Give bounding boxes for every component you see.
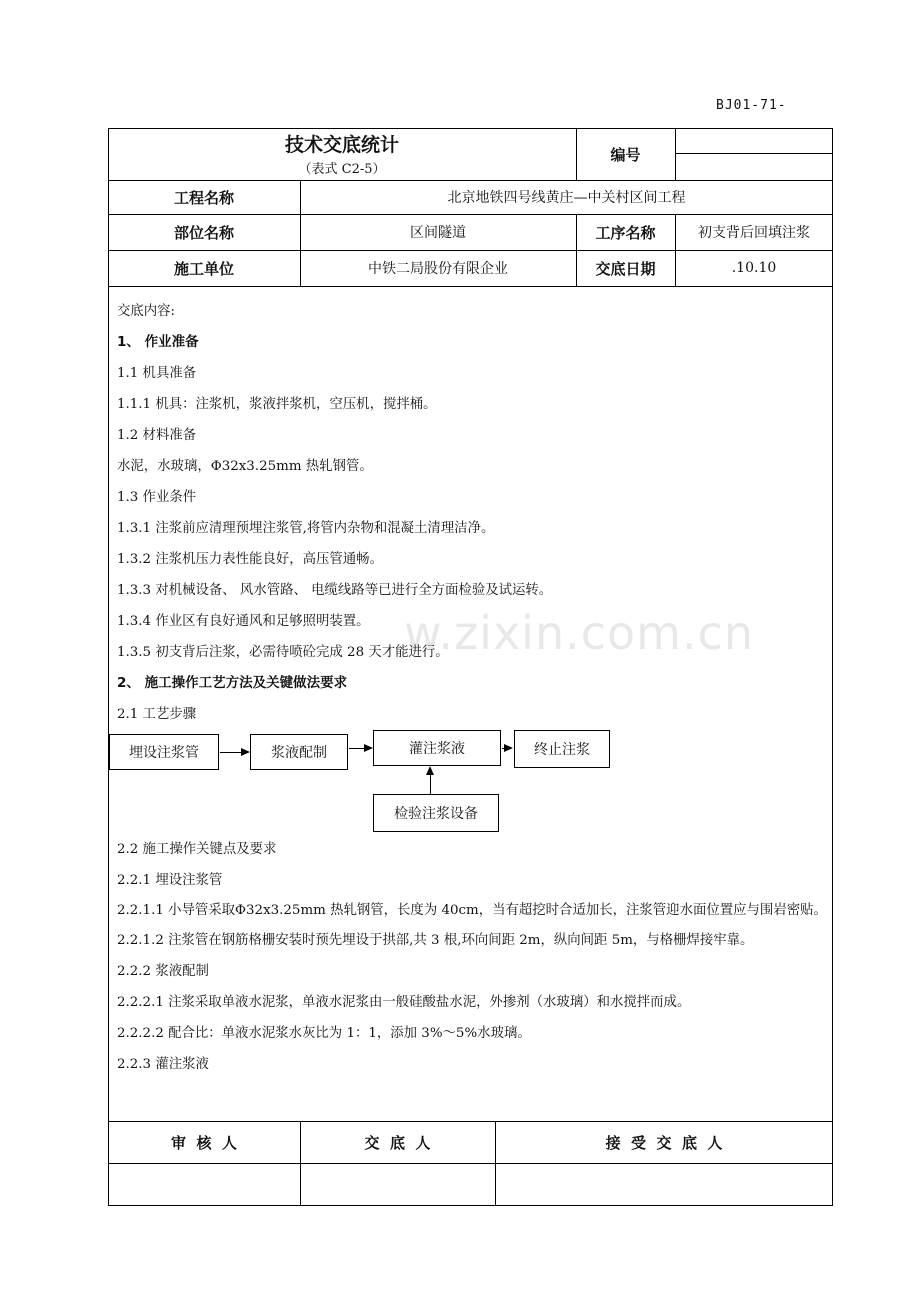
flow-step-bury-pipe: 埋设注浆管 (109, 734, 219, 770)
paragraph: 1.3.1 注浆前应清理预埋注浆管,将管内杂物和混凝土清理洁净。 (117, 521, 495, 536)
subsection-heading: 1.1 机具准备 (117, 366, 197, 381)
content-heading: 交底内容: (117, 304, 176, 319)
flow-arrow (502, 748, 511, 749)
paragraph: 1.3.3 对机械设备、 风水管路、 电缆线路等已进行全方面检验及试运转。 (117, 583, 553, 598)
number-value (675, 154, 833, 180)
flow-step-stop-grouting: 终止注浆 (514, 730, 610, 768)
project-name-label: 工程名称 (173, 188, 234, 207)
subsection-heading: 2.2.3 灌注浆液 (117, 1057, 209, 1072)
row-divider (108, 286, 833, 287)
paragraph: 水泥，水玻璃，Φ32x3.25mm 热轧钢管。 (117, 459, 373, 474)
reviewer-label: 审 核 人 (171, 1133, 237, 1152)
discloser-label: 交 底 人 (364, 1133, 431, 1152)
paragraph: 1.3.4 作业区有良好通风和足够照明装置。 (117, 614, 370, 629)
subsection-heading: 1.2 材料准备 (117, 428, 197, 443)
part-name-label: 部位名称 (173, 223, 234, 242)
watermark: w.zixin.com.cn (404, 606, 755, 660)
flow-step-mix-slurry: 浆液配制 (250, 734, 348, 770)
project-name-value: 北京地铁四号线黄庄—中关村区间工程 (447, 190, 686, 206)
form-title: 技术交底统计 (284, 133, 399, 156)
construction-unit-value: 中铁二局股份有限企业 (368, 261, 508, 277)
discloser-signature-field[interactable] (300, 1163, 495, 1206)
subsection-heading: 2.1 工艺步骤 (117, 707, 197, 722)
paragraph: 2.2.2.2 配合比：单液水泥浆水灰比为 1：1，添加 3%～5%水玻璃。 (117, 1026, 531, 1041)
subsection-heading: 1.3 作业条件 (117, 490, 197, 505)
receiver-signature-field[interactable] (495, 1163, 833, 1206)
subsection-heading: 2.2.2 浆液配制 (117, 964, 209, 979)
paragraph: 2.2.1.1 小导管采取Φ32x3.25mm 热轧钢管，长度为 40cm，当有超挖时合适加长，注浆管迎水面位置应与围岩密贴。 (117, 903, 827, 918)
section-heading: 2、 施工操作工艺方法及关键做法要求 (117, 675, 348, 691)
disclosure-date-value: .10.10 (731, 260, 777, 276)
flow-arrow-up (430, 768, 431, 794)
flow-arrow (349, 748, 371, 749)
disclosure-content (117, 296, 829, 1080)
document-code: BJ01-71- (716, 98, 787, 113)
flow-step-grout: 灌注浆液 (373, 730, 501, 766)
form-subtitle: （表式 C2-5） (298, 161, 386, 177)
part-name-value: 区间隧道 (410, 225, 466, 241)
process-name-value: 初支背后回填注浆 (698, 225, 810, 241)
subsection-heading: 2.2 施工操作关键点及要求 (117, 842, 277, 857)
flow-step-inspect-equipment: 检验注浆设备 (373, 794, 499, 832)
disclosure-date-label: 交底日期 (595, 259, 656, 278)
paragraph: 1.1.1 机具：注浆机，浆液拌浆机，空压机，搅拌桶。 (117, 397, 437, 412)
flow-arrow (220, 752, 248, 753)
subsection-heading: 2.2.1 埋设注浆管 (117, 873, 223, 888)
process-flowchart (117, 730, 829, 834)
construction-unit-label: 施工单位 (173, 259, 234, 278)
paragraph: 1.3.5 初支背后注浆，必需待喷砼完成 28 天才能进行。 (117, 645, 449, 660)
paragraph: 1.3.2 注浆机压力表性能良好，高压管通畅。 (117, 552, 383, 567)
process-name-label: 工序名称 (595, 223, 656, 242)
number-label: 编号 (610, 145, 641, 164)
receiver-label: 接 受 交 底 人 (605, 1133, 723, 1152)
section-heading: 1、 作业准备 (117, 334, 199, 350)
reviewer-signature-field[interactable] (108, 1163, 300, 1206)
paragraph: 2.2.1.2 注浆管在钢筋格栅安装时预先埋设于拱部,共 3 根,环向间距 2m，纵向间距 5m，与格栅焊接牢靠。 (117, 933, 754, 948)
paragraph: 2.2.2.1 注浆采取单液水泥浆，单液水泥浆由一般硅酸盐水泥，外掺剂（水玻璃）和水搅拌而成。 (117, 995, 691, 1010)
